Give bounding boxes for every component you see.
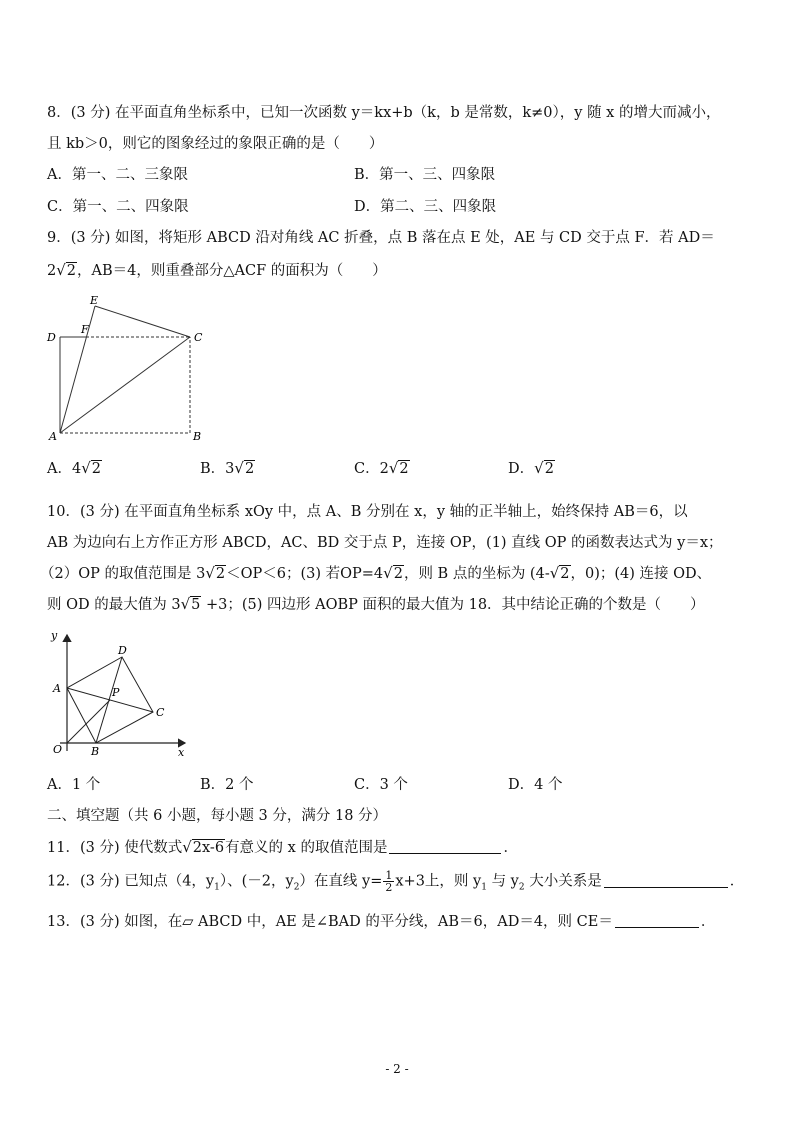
q10-option-a: A．1 个 [47,777,101,793]
q10-option-c: C．3 个 [354,777,408,793]
q8-option-a: A．第一、二、三象限 [47,167,188,183]
q9-stem-rest: ，AB＝4，则重叠部分△ACF 的面积为（ ） [77,263,387,279]
q8-option-b: B．第一、三、四象限 [354,167,496,183]
q10-stem-line4: 则 OD 的最大值为 3 √ 5 +3；(5) 四边形 AOBP 面积的最大值为 18．其中结论正确的个数是（ ） [47,595,705,613]
q9-option-d: D． √ 2 [508,459,554,477]
q11-answer-blank[interactable] [389,838,501,854]
q10-stem-line2: AB 为边向右上方作正方形 ABCD，AC、BD 交于点 P，连接 OP，(1) 直线 OP 的函数表达式为 y＝x； [47,535,723,551]
q12-answer-blank[interactable] [604,872,728,888]
q9-ad-sqrt: √ 2 [56,261,77,279]
q9-option-b: B．3 √ 2 [200,459,255,477]
q9-label-d: D [47,331,56,344]
section-heading-fill-in: 二、填空题（共 6 小题，每小题 3 分，满分 18 分） [47,808,388,824]
q10-label-p: P [112,686,120,699]
q9-diagonal-ac [60,337,190,433]
q10-line-op [67,700,110,743]
q12-fraction: $\frac{1}{2}$ [385,869,393,894]
q11-stem: 11．(3 分) 使代数式 √ 2x-6 有意义的 x 的取值范围是 ． [47,838,518,856]
q10-label-x: x [178,746,185,759]
q10-stem-line1: 10．(3 分) 在平面直角坐标系 xOy 中，点 A、B 分别在 x，y 轴的正半轴上，始终保持 AB＝6，以 [47,504,688,520]
q10-label-a: A [53,682,61,695]
q10-label-y: y [51,629,58,642]
q9-label-b: B [193,430,202,443]
q8-option-c: C．第一、二、四象限 [47,199,189,215]
q12-stem: 12．(3 分) 已知点（4，$y_1$）、(－2，$y_2$）在直线 y= $\frac{1}{2}$ x+3上，则 $y_1$ 与 $y_2$ 大小关系是 ． [47,869,745,894]
q10-option-d: D．4 个 [508,777,563,793]
q8-stem-line2: 且 kb＞0，则它的图象经过的象限正确的是（ ） [47,136,384,152]
q9-line-ae [60,306,95,433]
q9-stem-line1: 9．(3 分) 如图，将矩形 ABCD 沿对角线 AC 折叠，点 B 落在点 E 处，AE 与 CD 交于点 F．若 AD＝ [47,230,715,246]
q10-label-o: O [53,743,63,756]
q10-label-b: B [91,745,100,758]
q9-label-f: F [81,323,89,336]
q13-stem: 13．(3 分) 如图，在▱ ABCD 中，AE 是∠BAD 的平分线，AB＝6，AD＝4，则 CE＝ ． [47,914,716,930]
q9-label-a: A [49,430,57,443]
q8-option-d: D．第二、三、四象限 [354,199,497,215]
q10-figure [40,625,200,765]
q9-figure [40,292,210,447]
q9-ad-coef: 2 [47,263,57,279]
q10-option-b: B．2 个 [200,777,254,793]
page-number: - 2 - [385,1062,409,1076]
q9-line-ec [95,306,190,337]
q9-label-c: C [194,331,203,344]
q10-label-d: D [118,644,127,657]
q10-stem-line3: （2）OP 的取值范围是 3 √ 2 ＜OP＜6；(3) 若OP=4 √ 2 ，则 B 点的坐标为 (4- √ 2 ，0)；(4) 连接 OD、 [40,564,712,582]
q9-option-c: C．2 √ 2 [354,459,409,477]
q9-stem-line2 [47,260,387,281]
q9-label-e: E [90,294,99,307]
q9-option-a: A．4 √ 2 [47,459,102,477]
q10-label-c: C [156,706,165,719]
q13-answer-blank[interactable] [615,912,699,928]
q8-stem-line1: 8．(3 分) 在平面直角坐标系中，已知一次函数 y＝kx+b（k，b 是常数，k≠0），y 随 x 的增大而减小， [47,105,721,121]
